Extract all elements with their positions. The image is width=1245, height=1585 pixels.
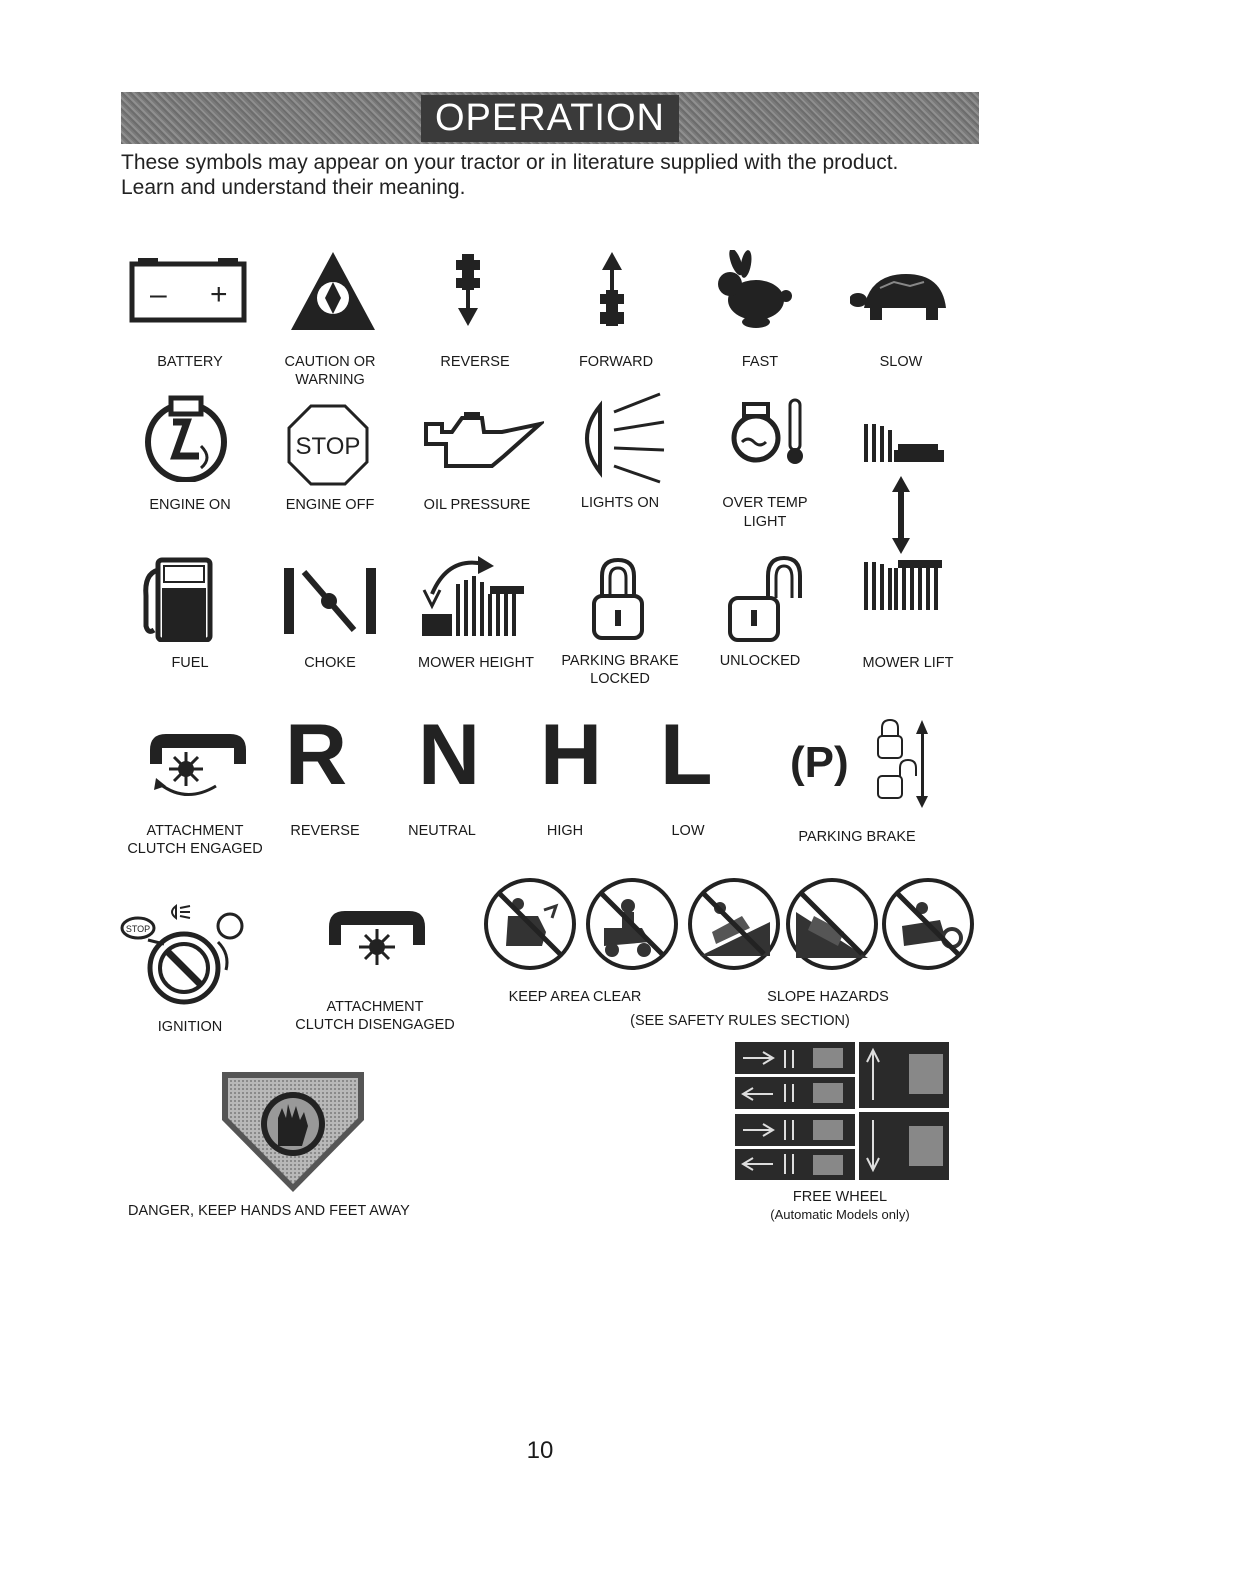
stop-sign-icon	[285, 402, 371, 488]
rabbit-icon	[710, 250, 794, 334]
label-free-wheel-2: (Automatic Models only)	[770, 1207, 910, 1222]
keep-area-clear-icon-2	[584, 876, 680, 972]
label-engine-on: ENGINE ON	[149, 497, 231, 513]
attachment-clutch-disengaged-icon	[325, 905, 429, 969]
mower-lift-icon	[862, 420, 950, 616]
label-unlocked: UNLOCKED	[719, 653, 801, 669]
label-free-wheel-1: FREE WHEEL	[792, 1189, 888, 1205]
label-reverse: REVERSE	[440, 354, 510, 370]
label-mower-lift: MOWER LIFT	[862, 655, 954, 671]
choke-icon	[280, 566, 380, 636]
slope-hazard-icon-2	[784, 876, 880, 972]
label-parking-locked-2: LOCKED	[590, 671, 650, 687]
high-h-symbol: H	[540, 707, 603, 803]
warning-triangle-icon	[287, 248, 379, 334]
svg-text:–: –	[150, 278, 167, 311]
label-fuel: FUEL	[171, 655, 209, 671]
label-attach-engaged-1: ATTACHMENT	[146, 823, 244, 839]
intro-text	[121, 150, 898, 200]
label-neutral: NEUTRAL	[408, 823, 476, 839]
keep-area-clear-icon-1	[482, 876, 578, 972]
label-parking-brake: PARKING BRAKE	[798, 829, 916, 845]
label-over-temp-2: LIGHT	[743, 514, 787, 530]
ignition-key-icon	[118, 900, 248, 1010]
neutral-n-symbol: N	[418, 707, 481, 803]
free-wheel-panel-icon	[733, 1040, 951, 1182]
label-forward: FORWARD	[578, 354, 654, 370]
label-low: LOW	[671, 823, 705, 839]
label-attach-disengaged-1: ATTACHMENT	[326, 999, 424, 1015]
label-caution-2: WARNING	[295, 372, 365, 388]
label-attach-disengaged-2: CLUTCH DISENGAGED	[295, 1017, 455, 1033]
label-danger: DANGER, KEEP HANDS AND FEET AWAY	[128, 1203, 410, 1219]
label-slow: SLOW	[879, 354, 923, 370]
battery-icon	[128, 254, 248, 324]
engine-on-icon	[143, 392, 229, 482]
fuel-pump-icon	[140, 556, 216, 642]
label-battery: BATTERY	[157, 354, 223, 370]
intro-line-2: Learn and understand their meaning.	[121, 176, 466, 199]
svg-text:+: +	[210, 278, 228, 311]
parking-brake-lock-icon	[870, 718, 934, 808]
label-see-safety: (SEE SAFETY RULES SECTION)	[630, 1013, 850, 1029]
intro-line-1: These symbols may appear on your tractor or in literature supplied with the product.	[121, 151, 899, 174]
section-header	[121, 92, 979, 144]
attachment-clutch-engaged-icon	[146, 728, 250, 800]
section-title: OPERATION	[421, 95, 679, 142]
label-parking-locked-1: PARKING BRAKE	[561, 653, 679, 669]
reverse-r-symbol: R	[285, 707, 348, 803]
padlock-locked-icon	[590, 556, 646, 642]
label-oil-pressure: OIL PRESSURE	[423, 497, 531, 513]
reverse-arrow-icon	[452, 252, 484, 328]
label-slope-hazards: SLOPE HAZARDS	[767, 989, 889, 1005]
label-caution-1: CAUTION OR	[284, 354, 376, 370]
oil-can-icon	[422, 410, 544, 474]
label-keep-area-clear: KEEP AREA CLEAR	[508, 989, 642, 1005]
danger-hand-icon	[218, 1068, 368, 1196]
low-l-symbol: L	[660, 707, 713, 803]
headlight-icon	[570, 392, 670, 484]
svg-text:STOP: STOP	[125, 924, 151, 934]
slope-hazard-icon-3	[880, 876, 976, 972]
turtle-icon	[850, 268, 954, 326]
label-choke: CHOKE	[304, 655, 356, 671]
label-fast: FAST	[741, 354, 779, 370]
label-ignition: IGNITION	[157, 1019, 223, 1035]
label-lights-on: LIGHTS ON	[580, 495, 660, 511]
label-over-temp-1: OVER TEMP	[722, 495, 808, 511]
over-temp-icon	[728, 398, 812, 466]
mower-height-icon	[418, 554, 528, 640]
label-attach-engaged-2: CLUTCH ENGAGED	[127, 841, 263, 857]
label-mower-height: MOWER HEIGHT	[418, 655, 534, 671]
forward-arrow-icon	[596, 250, 628, 330]
label-reverse-letter: REVERSE	[290, 823, 360, 839]
label-engine-off: ENGINE OFF	[285, 497, 375, 513]
label-high: HIGH	[546, 823, 584, 839]
padlock-unlocked-icon	[726, 554, 806, 644]
svg-text:STOP: STOP	[295, 433, 361, 460]
slope-hazard-icon-1	[686, 876, 782, 972]
parking-p-symbol: (P)	[790, 738, 849, 787]
page-number: 10	[526, 1437, 554, 1464]
